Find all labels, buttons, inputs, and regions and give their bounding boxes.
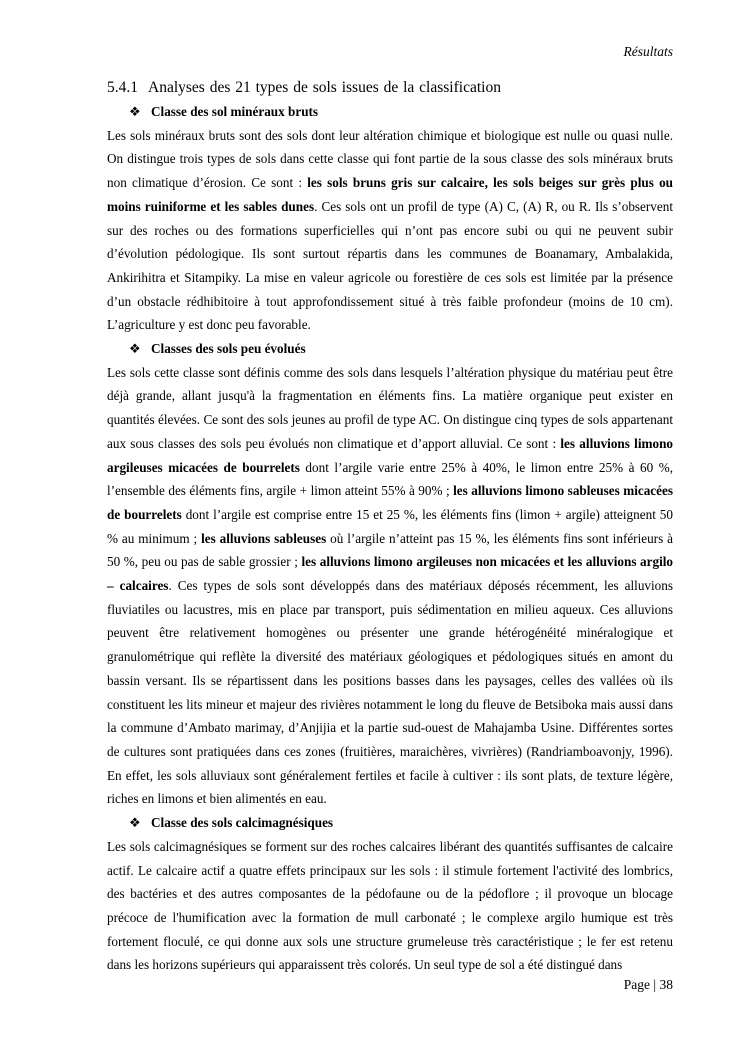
- text-run: Les sols cette classe sont définis comme des sols dans lesquels l’altération physique du matériau peut être déjà grande, allant jusqu'à la fragmentation en éléments fins. La matière organique peut exister en quantités élevées. Ce sont des sols jeunes au profil de type AC. On distingue cinq types de sols appartenant aux sous classes des sols peu évolués non climatique et d’apport alluvial. Ce sont :: [107, 364, 673, 451]
- bold-term: les alluvions limono argileuses non micacées et les alluvions argilo – calcaires: [107, 554, 673, 594]
- section-number: 5.4.1: [107, 79, 138, 96]
- bold-term: les alluvions limono sableuses micacées de bourrelets: [107, 483, 673, 522]
- text-run: où l’argile n’atteint pas 15 %, les éléments fins sont inférieurs à 50 %, peu ou pas de sable grossier ;: [107, 530, 673, 570]
- text-run: dont l’argile est comprise entre 15 et 25 %, les éléments fins (limon + argile) atteignent 50 % au minimum ;: [107, 506, 673, 546]
- text-run: dont l’argile varie entre 25% à 40%, le limon entre 25% à 60 %, l’ensemble des éléments fins, argile + limon atteint 55% à 90% ;: [107, 459, 673, 499]
- text-run: Les sols minéraux bruts sont des sols dont leur altération chimique et biologique est nulle ou quasi nulle. On distingue trois types de sols dans cette classe qui font partie de la sous classe des sols minéraux bruts non climatique d’érosion. Ce sont :: [107, 127, 673, 191]
- text-run: . Ces types de sols sont développés dans des matériaux déposés récemment, les alluvions fluviatiles ou lacustres, mis en place par transport, puis sédimentation en milieu aqueux. Ces alluvions peuvent être relativement homogènes ou présenter une grande hétérogénéité minéralogique et granulométrique qui reflète la diversité des matériaux géologiques et pédologiques situés en amont du bassin versant. Ils se répartissent dans les positions basses dans les paysages, celles des vallées où ils constituent les lits mineur et majeur des rivières notamment le long du fleuve de Betsiboka mais aussi dans la commune d’Ambato marimay, d’Anjijia et la partie sud-ouest de Mahajamba Usine. Différentes sortes de cultures sont pratiquées dans ces zones (fruitières, maraichères, vivrières) (Randriamboavonjy, 1996). En effet, les sols alluviaux sont généralement fertiles et facile à cultiver : ils sont plats, de texture légère, riches en limons et bien alimentés en eau.: [107, 578, 673, 807]
- body-paragraph: [107, 124, 673, 337]
- bold-term: les sols bruns gris sur calcaire, les sols beiges sur grès plus ou moins ruiniforme et les sables dunes: [107, 175, 673, 214]
- text-run: Les sols calcimagnésiques se forment sur des roches calcaires libérant des quantités suffisantes de calcaire actif. Le calcaire actif a quatre effets principaux sur les sols : il stimule fortement l'activité des lombrics, des bactéries et des autres composantes de la pédofaune ou de la pédoflore ; il provoque un blocage précoce de l'humification avec la formation de mull carbonaté ; le complexe argilo humique est très fortement floculé, ce qui donne aux sols une structure grumeleuse très caractéristique ; le fer est retenu dans les horizons supérieurs qui apparaissent très colorés. Un seul type de sol a été distingué dans: [107, 838, 673, 973]
- diamond-bullet-icon: ❖: [129, 341, 141, 357]
- subheading-text: Classe des sol minéraux bruts: [151, 104, 319, 119]
- page-content: [107, 76, 673, 977]
- subheading: [129, 811, 673, 835]
- body-paragraph: [107, 361, 673, 811]
- text-run: . Ces sols ont un profil de type (A) C, (A) R, ou R. Ils s’observent sur des roches ou des formations superficielles qui n’ont pas encore subi ou qui ne peuvent subir d’évolution pédologique. Ils sont surtout répartis dans les communes de Boanamary, Ambalakida, Ankirihitra et Sitampiky. La mise en valeur agricole ou forestière de ces sols est limitée par la présence d’un obstacle rédhibitoire à tout approfondissement situé à très faible profondeur (moins de 10 cm). L’agriculture y est donc peu favorable.: [107, 198, 674, 333]
- diamond-bullet-icon: ❖: [129, 815, 141, 831]
- subheading-text: Classe des sols calcimagnésiques: [151, 815, 334, 831]
- subheading-text: Classes des sols peu évolués: [151, 341, 306, 357]
- subheading: [129, 100, 673, 124]
- diamond-bullet-icon: ❖: [129, 104, 141, 119]
- page-footer: [624, 977, 673, 993]
- page-label: Page: [623, 977, 651, 992]
- running-header: Résultats: [623, 44, 673, 59]
- section-title: Analyses des 21 types de sols issues de la classification: [148, 79, 501, 96]
- body-paragraph: [107, 835, 673, 977]
- bold-term: les alluvions limono argileuses micacées de bourrelets: [107, 435, 673, 475]
- page-separator: |: [653, 977, 657, 992]
- section-heading: [107, 76, 673, 100]
- content-blocks: [107, 100, 673, 977]
- bold-term: les alluvions sableuses: [201, 530, 327, 546]
- subheading: [129, 337, 673, 361]
- page-number: 38: [659, 977, 673, 992]
